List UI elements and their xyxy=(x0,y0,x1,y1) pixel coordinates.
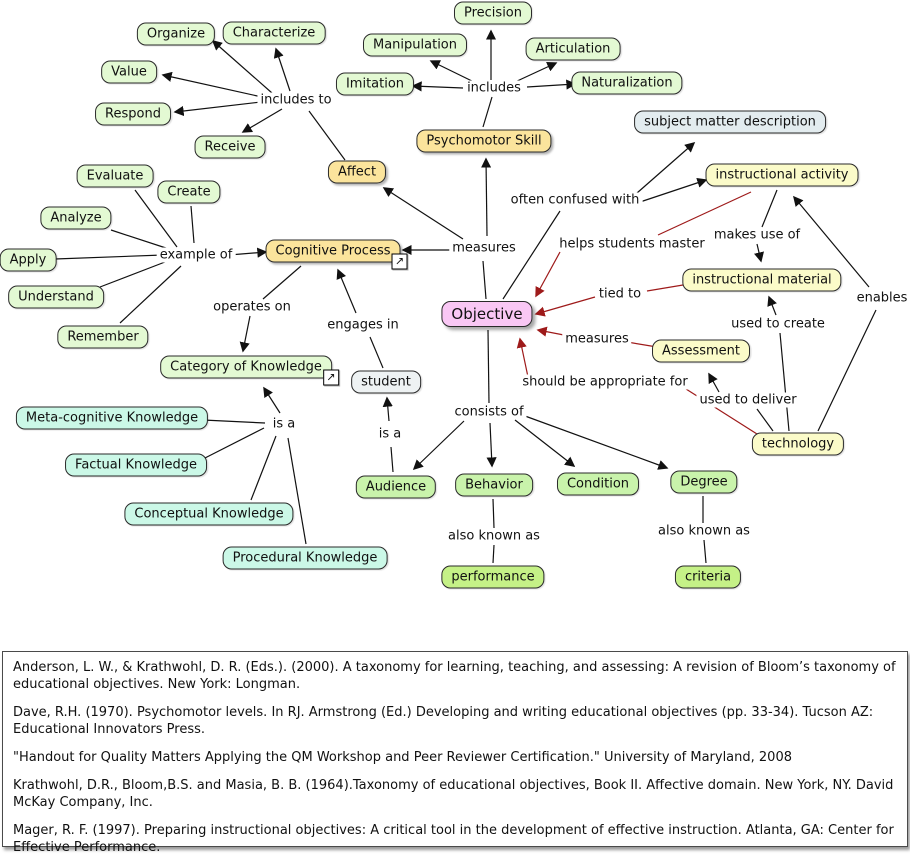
node-technology[interactable]: technology xyxy=(752,433,844,456)
link-label-example-of[interactable]: example of xyxy=(157,248,236,263)
references-panel xyxy=(2,651,908,854)
link-label-operates-on[interactable]: operates on xyxy=(210,300,294,315)
node-cognitive-process[interactable] xyxy=(266,240,405,268)
link-label-should-be-appropriate-for[interactable]: should be appropriate for xyxy=(519,375,690,390)
node-behavior[interactable]: Behavior xyxy=(455,474,533,497)
link-label-used-to-create[interactable]: used to create xyxy=(728,317,828,332)
link-label-tied-to[interactable]: tied to xyxy=(596,287,644,302)
link-label-also-known-as-performance[interactable]: also known as xyxy=(445,529,543,544)
node-condition[interactable]: Condition xyxy=(557,473,639,496)
node-organize[interactable]: Organize xyxy=(137,23,215,46)
link-label-includes[interactable]: includes xyxy=(464,81,524,96)
link-label-consists-of[interactable]: consists of xyxy=(451,405,526,420)
node-value[interactable]: Value xyxy=(101,61,157,84)
node-student[interactable]: student xyxy=(351,371,421,394)
node-psychomotor-skill[interactable]: Psychomotor Skill xyxy=(416,130,551,153)
node-instructional-material[interactable]: instructional material xyxy=(682,269,841,292)
node-subject-matter-description[interactable]: subject matter description xyxy=(634,111,826,134)
node-imitation[interactable]: Imitation xyxy=(336,73,414,96)
node-audience[interactable]: Audience xyxy=(356,476,436,499)
node-apply[interactable]: Apply xyxy=(0,249,56,272)
node-performance[interactable]: performance xyxy=(441,566,544,589)
node-manipulation[interactable]: Manipulation xyxy=(363,34,467,57)
node-characterize[interactable]: Characterize xyxy=(223,22,326,45)
node-objective[interactable]: Objective xyxy=(441,301,532,327)
link-label-engages-in[interactable]: engages in xyxy=(324,318,401,333)
link-label-measures-red[interactable]: measures xyxy=(562,332,631,347)
node-understand[interactable]: Understand xyxy=(8,286,104,309)
node-degree[interactable]: Degree xyxy=(670,471,737,494)
resource-link-icon[interactable]: ↗ xyxy=(391,254,407,270)
link-label-also-known-as-criteria[interactable]: also known as xyxy=(655,524,753,539)
link-label-makes-use-of[interactable]: makes use of xyxy=(711,228,803,243)
node-procedural-knowledge[interactable]: Procedural Knowledge xyxy=(223,547,388,570)
reference-entry: "Handout for Quality Matters Applying the QM Workshop and Peer Reviewer Certification." University of Maryland, 2008 xyxy=(13,750,792,765)
link-label-is-a-student[interactable]: is a xyxy=(376,427,404,442)
reference-entry: Anderson, L. W., & Krathwohl, D. R. (Eds.). (2000). A taxonomy for learning, teaching, and assessing: A revision of Bloom’s taxonomy of educational objectives. New York: Longman. xyxy=(13,660,896,692)
node-respond[interactable]: Respond xyxy=(95,103,171,126)
link-label-is-a-knowledge[interactable]: is a xyxy=(270,417,298,432)
node-analyze[interactable]: Analyze xyxy=(40,207,111,230)
node-precision[interactable]: Precision xyxy=(454,2,532,25)
node-factual-knowledge[interactable]: Factual Knowledge xyxy=(65,454,207,477)
node-receive[interactable]: Receive xyxy=(195,136,266,159)
link-label-enables[interactable]: enables xyxy=(854,291,910,306)
reference-entry: Dave, R.H. (1970). Psychomotor levels. In RJ. Armstrong (Ed.) Developing and writing educational objectives (pp. 33-34). Tucson AZ: Educational Innovators Press. xyxy=(13,705,874,737)
node-assessment[interactable]: Assessment xyxy=(652,340,750,363)
node-meta-cognitive-knowledge[interactable]: Meta-cognitive Knowledge xyxy=(16,407,208,430)
node-instructional-activity[interactable]: instructional activity xyxy=(706,164,859,187)
link-label-helps-students-master[interactable]: helps students master xyxy=(556,237,707,252)
node-criteria[interactable]: criteria xyxy=(675,566,741,589)
node-category-of-knowledge[interactable] xyxy=(160,356,336,384)
node-articulation[interactable]: Articulation xyxy=(526,38,621,61)
resource-link-icon[interactable]: ↗ xyxy=(323,370,339,386)
node-evaluate[interactable]: Evaluate xyxy=(77,165,154,188)
node-category-of-knowledge-label: Category of Knowledge xyxy=(170,359,322,375)
node-naturalization[interactable]: Naturalization xyxy=(571,72,682,95)
link-label-includes-to[interactable]: includes to xyxy=(257,93,334,108)
node-conceptual-knowledge[interactable]: Conceptual Knowledge xyxy=(124,503,293,526)
node-create[interactable]: Create xyxy=(157,181,220,204)
reference-entry: Mager, R. F. (1997). Preparing instructional objectives: A critical tool in the development of effective instruction. Atlanta, GA: Center for Effective Performance. xyxy=(13,823,894,854)
node-cognitive-process-label: Cognitive Process xyxy=(275,243,391,259)
reference-entry: Krathwohl, D.R., Bloom,B.S. and Masia, B. B. (1964).Taxonomy of educational objectives, Book II. Affective domain. New York, NY. David McKay Company, Inc. xyxy=(13,778,894,810)
node-remember[interactable]: Remember xyxy=(57,326,148,349)
link-label-used-to-deliver[interactable]: used to deliver xyxy=(696,393,799,408)
link-label-measures[interactable]: measures xyxy=(449,241,518,256)
node-affect[interactable]: Affect xyxy=(328,161,386,184)
link-label-often-confused-with[interactable]: often confused with xyxy=(508,193,643,208)
